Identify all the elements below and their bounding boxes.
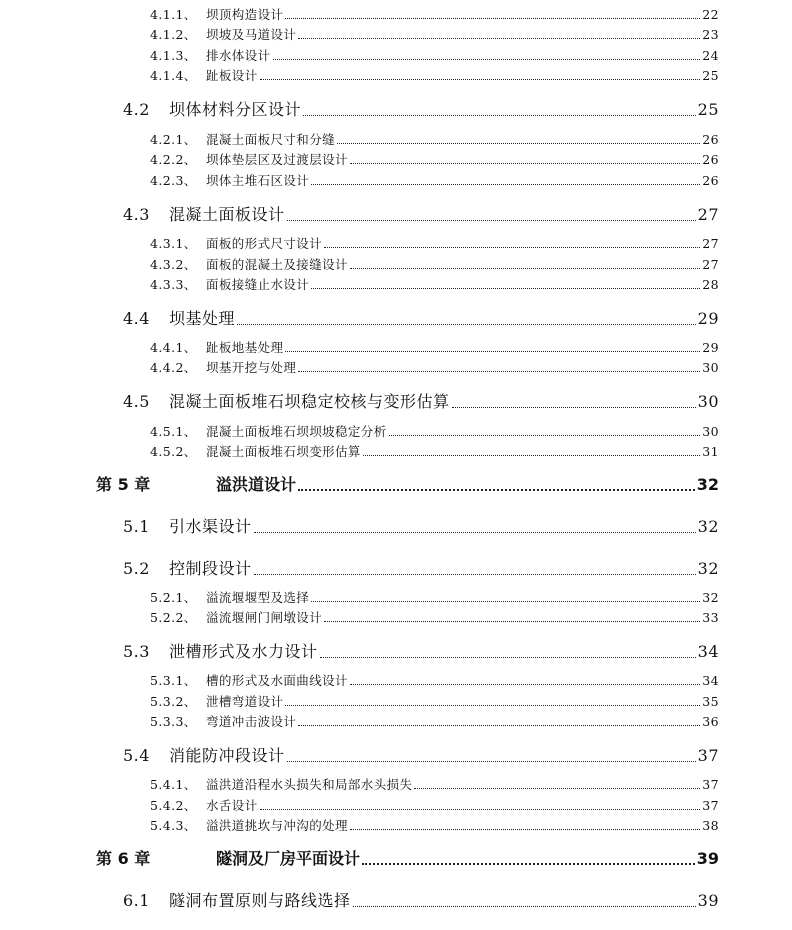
toc-entry[interactable] — [150, 130, 719, 148]
toc-entry[interactable] — [123, 888, 719, 911]
leader-dots — [298, 38, 700, 39]
toc-title: 混凝土面板尺寸和分缝 — [206, 132, 336, 147]
toc-number: 4.1.3、 — [150, 48, 197, 63]
toc-entry[interactable] — [150, 816, 719, 834]
leader-dots — [311, 601, 700, 602]
leader-dots — [350, 268, 700, 269]
toc-number: 4.2.1、 — [150, 132, 197, 147]
toc-number: 5.2.2、 — [150, 610, 197, 625]
leader-dots — [260, 809, 701, 810]
toc-number: 4.2 — [123, 100, 150, 119]
toc-number: 4.2.3、 — [150, 173, 197, 188]
toc-title: 溢流堰闸门闸墩设计 — [206, 610, 323, 625]
toc-entry[interactable] — [123, 639, 719, 662]
toc-number: 5.3.2、 — [150, 694, 197, 709]
toc-entry[interactable] — [150, 588, 719, 606]
toc-entry[interactable] — [150, 442, 719, 460]
leader-dots — [414, 788, 700, 789]
toc-entry[interactable] — [150, 671, 719, 689]
leader-dots — [298, 371, 700, 372]
toc-entry[interactable] — [150, 234, 719, 252]
toc-page-number: 27 — [702, 257, 719, 272]
toc-entry[interactable] — [123, 556, 719, 579]
toc-page-number: 32 — [696, 475, 719, 494]
leader-dots — [298, 725, 700, 726]
toc-page-number: 26 — [702, 173, 719, 188]
leader-dots — [287, 761, 696, 762]
toc-chapter-entry[interactable] — [96, 846, 719, 869]
leader-dots — [324, 621, 700, 622]
leader-dots — [303, 115, 696, 116]
toc-page-number: 38 — [702, 818, 719, 833]
toc-chapter-number: 第 6 章 — [96, 849, 151, 868]
toc-number: 4.3.3、 — [150, 277, 197, 292]
toc-title: 坝基处理 — [169, 309, 236, 328]
toc-page-number: 22 — [702, 7, 719, 22]
toc-number: 5.4 — [123, 746, 150, 765]
toc-page-number: 32 — [697, 517, 719, 536]
toc-title: 溢洪道挑坎与冲沟的处理 — [206, 818, 348, 833]
toc-title: 坝体主堆石区设计 — [206, 173, 310, 188]
toc-page-number: 27 — [702, 236, 719, 251]
toc-title: 混凝土面板堆石坝坝坡稳定分析 — [206, 424, 387, 439]
toc-page-number: 26 — [702, 132, 719, 147]
leader-dots — [237, 324, 696, 325]
leader-dots — [311, 288, 700, 289]
toc-number: 4.2.2、 — [150, 152, 197, 167]
toc-entry[interactable] — [123, 202, 719, 225]
toc-title: 泄槽弯道设计 — [206, 694, 284, 709]
toc-page-number: 24 — [702, 48, 719, 63]
leader-dots — [320, 657, 696, 658]
leader-dots — [324, 247, 700, 248]
toc-page-number: 35 — [702, 694, 719, 709]
leader-dots — [285, 18, 700, 19]
toc-entry[interactable] — [150, 255, 719, 273]
toc-number: 4.5.2、 — [150, 444, 197, 459]
leader-dots — [362, 863, 695, 865]
toc-page-number: 34 — [702, 673, 719, 688]
toc-title: 坝顶构造设计 — [206, 7, 284, 22]
toc-number: 4.1.1、 — [150, 7, 197, 22]
toc-page-number: 33 — [702, 610, 719, 625]
toc-page-number: 31 — [702, 444, 719, 459]
toc-number: 4.4.2、 — [150, 360, 197, 375]
leader-dots — [254, 574, 696, 575]
leader-dots — [337, 143, 700, 144]
toc-entry[interactable] — [150, 171, 719, 189]
leader-dots — [287, 220, 696, 221]
toc-title: 溢流堰堰型及选择 — [206, 590, 310, 605]
toc-number: 4.5.1、 — [150, 424, 197, 439]
leader-dots — [260, 79, 701, 80]
toc-chapter-entry[interactable] — [96, 472, 719, 495]
toc-title: 排水体设计 — [206, 48, 271, 63]
toc-title: 溢洪道沿程水头损失和局部水头损失 — [206, 777, 413, 792]
toc-entry[interactable] — [150, 712, 719, 730]
toc-number: 4.3.2、 — [150, 257, 197, 272]
leader-dots — [353, 906, 696, 907]
toc-number: 4.1.4、 — [150, 68, 197, 83]
toc-entry[interactable] — [150, 692, 719, 710]
toc-entry[interactable] — [150, 275, 719, 293]
toc-entry[interactable] — [150, 338, 719, 356]
leader-dots — [285, 705, 700, 706]
toc-page-number: 30 — [697, 392, 719, 411]
leader-dots — [311, 184, 700, 185]
toc-title: 隧洞布置原则与路线选择 — [169, 891, 351, 910]
toc-title: 坝体材料分区设计 — [169, 100, 302, 119]
toc-chapter-number: 第 5 章 — [96, 475, 151, 494]
toc-entry[interactable] — [150, 25, 719, 43]
toc-title: 引水渠设计 — [169, 517, 252, 536]
leader-dots — [350, 163, 700, 164]
toc-entry[interactable] — [123, 389, 719, 412]
toc-page-number: 32 — [702, 590, 719, 605]
toc-number: 4.3 — [123, 205, 150, 224]
toc-title: 泄槽形式及水力设计 — [169, 642, 318, 661]
toc-number: 5.2 — [123, 559, 150, 578]
toc-entry[interactable] — [123, 306, 719, 329]
toc-number: 5.4.2、 — [150, 798, 197, 813]
leader-dots — [285, 351, 700, 352]
toc-entry[interactable] — [123, 97, 719, 120]
leader-dots — [298, 489, 695, 491]
toc-entry[interactable] — [150, 422, 719, 440]
toc-page-number: 28 — [702, 277, 719, 292]
toc-entry[interactable] — [150, 46, 719, 64]
toc-title: 混凝土面板堆石坝稳定校核与变形估算 — [169, 392, 450, 411]
toc-page-number: 37 — [702, 798, 719, 813]
leader-dots — [452, 407, 696, 408]
toc-page-number: 30 — [702, 424, 719, 439]
leader-dots — [254, 532, 696, 533]
toc-title: 弯道冲击波设计 — [206, 714, 297, 729]
toc-title: 混凝土面板堆石坝变形估算 — [206, 444, 361, 459]
toc-page-number: 23 — [702, 27, 719, 42]
toc-entry[interactable] — [123, 743, 719, 766]
toc-page-number: 36 — [702, 714, 719, 729]
toc-title: 面板接缝止水设计 — [206, 277, 310, 292]
toc-entry[interactable] — [150, 608, 719, 626]
toc-page-number: 26 — [702, 152, 719, 167]
toc-title: 坝基开挖与处理 — [206, 360, 297, 375]
toc-title: 趾板设计 — [206, 68, 258, 83]
toc-page-number: 32 — [697, 559, 719, 578]
toc-title: 坝体垫层区及过渡层设计 — [206, 152, 348, 167]
toc-page-number: 29 — [697, 309, 719, 328]
toc-title: 消能防冲段设计 — [169, 746, 285, 765]
toc-number: 5.2.1、 — [150, 590, 197, 605]
toc-entry[interactable] — [150, 66, 719, 84]
toc-number: 5.4.3、 — [150, 818, 197, 833]
toc-number: 5.3.3、 — [150, 714, 197, 729]
toc-page-number: 39 — [697, 891, 719, 910]
leader-dots — [363, 455, 700, 456]
toc-title: 面板的混凝土及接缝设计 — [206, 257, 348, 272]
toc-entry[interactable] — [150, 796, 719, 814]
toc-number: 4.4.1、 — [150, 340, 197, 355]
toc-number: 4.4 — [123, 309, 150, 328]
toc-page-number: 25 — [702, 68, 719, 83]
toc-title: 溢洪道设计 — [216, 475, 297, 494]
toc-number: 4.5 — [123, 392, 150, 411]
toc-entry[interactable] — [150, 5, 719, 23]
toc-number: 4.1.2、 — [150, 27, 197, 42]
toc-entry[interactable] — [150, 775, 719, 793]
toc-page-number: 37 — [697, 746, 719, 765]
leader-dots — [273, 59, 701, 60]
toc-number: 5.4.1、 — [150, 777, 197, 792]
toc-page-number: 34 — [697, 642, 719, 661]
leader-dots — [350, 684, 700, 685]
toc-title: 混凝土面板设计 — [169, 205, 285, 224]
toc-page-number: 25 — [697, 100, 719, 119]
toc-title: 控制段设计 — [169, 559, 252, 578]
toc-page-number: 30 — [702, 360, 719, 375]
toc-page-number: 39 — [696, 849, 719, 868]
toc-page-number: 27 — [697, 205, 719, 224]
toc-title: 趾板地基处理 — [206, 340, 284, 355]
toc-entry[interactable] — [150, 358, 719, 376]
toc-number: 5.1 — [123, 517, 150, 536]
leader-dots — [389, 435, 701, 436]
toc-page-number: 37 — [702, 777, 719, 792]
toc-title: 隧洞及厂房平面设计 — [216, 849, 361, 868]
toc-number: 5.3.1、 — [150, 673, 197, 688]
toc-page-number: 29 — [702, 340, 719, 355]
toc-title: 水舌设计 — [206, 798, 258, 813]
toc-title: 坝坡及马道设计 — [206, 27, 297, 42]
toc-number: 6.1 — [123, 891, 150, 910]
toc-title: 面板的形式尺寸设计 — [206, 236, 323, 251]
toc-number: 4.3.1、 — [150, 236, 197, 251]
toc-title: 槽的形式及水面曲线设计 — [206, 673, 348, 688]
toc-number: 5.3 — [123, 642, 150, 661]
toc-entry[interactable] — [150, 150, 719, 168]
leader-dots — [350, 829, 700, 830]
toc-entry[interactable] — [123, 514, 719, 537]
